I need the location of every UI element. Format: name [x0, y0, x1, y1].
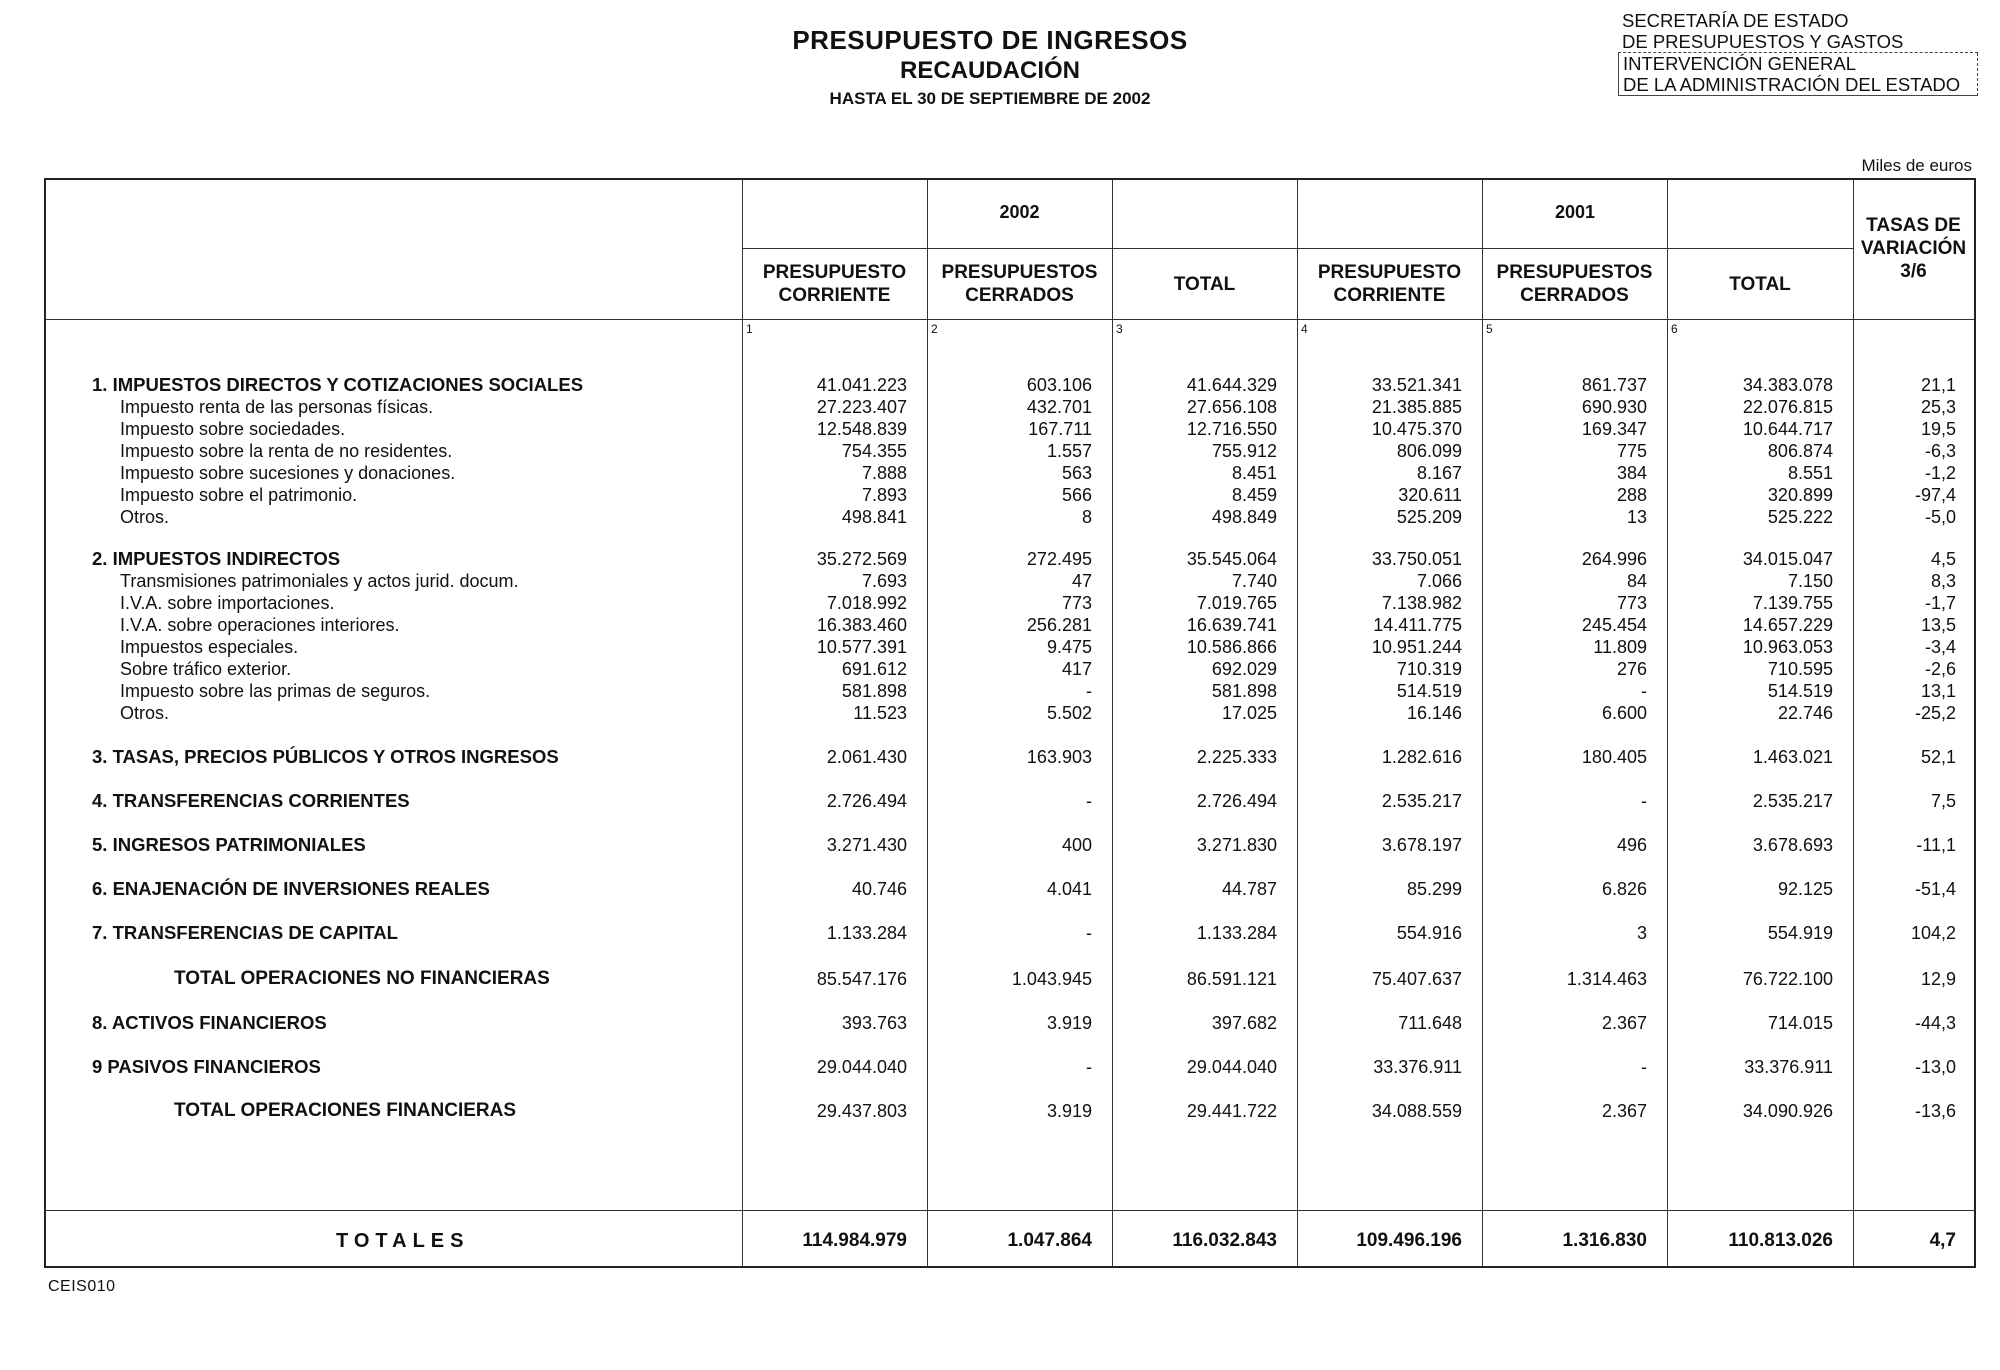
table-row	[46, 484, 1974, 506]
tasas-header-line: 3/6	[1900, 260, 1927, 282]
column-header	[927, 252, 1112, 316]
cell-value: 2.535.217	[1752, 791, 1833, 811]
cell-value: 10.644.717	[1742, 419, 1833, 439]
cell-value: 3.919	[1046, 1013, 1092, 1033]
table-row	[46, 418, 1974, 440]
cell-value: 16.146	[1406, 703, 1462, 723]
table-row	[46, 440, 1974, 462]
cell-value: 22.746	[1777, 703, 1833, 723]
row-label: Otros.	[120, 703, 170, 723]
cell-value: 8.167	[1416, 463, 1462, 483]
cell-value: -13,0	[1914, 1057, 1956, 1077]
report-subtitle: RECAUDACIÓN	[900, 57, 1080, 84]
row-label: Transmisiones patrimoniales y actos jurid. docum.	[120, 571, 519, 591]
issuing-agency	[1618, 10, 1978, 96]
cell-value: 16.639.741	[1186, 615, 1277, 635]
row-label: 6. ENAJENACIÓN DE INVERSIONES REALES	[92, 878, 490, 899]
cell-value: 272.495	[1026, 549, 1092, 569]
cell-value: 10.951.244	[1371, 637, 1462, 657]
cell-value: 25,3	[1920, 397, 1956, 417]
cell-value: 861.737	[1581, 375, 1647, 395]
column-header-line: PRESUPUESTO	[762, 262, 907, 283]
cell-value: 35.272.569	[816, 549, 907, 569]
cell-value: -97,4	[1914, 485, 1956, 505]
cell-value: 397.682	[1211, 1013, 1277, 1033]
table-row	[46, 570, 1974, 592]
column-number: 5	[1486, 322, 1493, 336]
column-number: 4	[1301, 322, 1308, 336]
row-label: Impuesto sobre la renta de no residentes.	[120, 441, 453, 461]
cell-value: 11.523	[853, 703, 907, 723]
cell-value: 3	[1636, 923, 1647, 943]
cell-value: 6.600	[1601, 703, 1647, 723]
cell-value: 3.271.830	[1196, 835, 1277, 855]
totals-value: 116.032.843	[1172, 1230, 1277, 1251]
cell-value: -	[1641, 1057, 1647, 1077]
table-row	[46, 636, 1974, 658]
column-header-line: PRESUPUESTOS	[941, 262, 1098, 283]
table-row	[46, 746, 1974, 768]
table-row	[46, 614, 1974, 636]
cell-value: 10.963.053	[1742, 637, 1833, 657]
cell-value: 169.347	[1581, 419, 1647, 439]
column-header-line: PRESUPUESTO	[1317, 262, 1462, 283]
row-label: Impuesto sobre sucesiones y donaciones.	[120, 463, 456, 483]
totals-value: 1.316.830	[1562, 1230, 1647, 1251]
totals-value: 1.047.864	[1007, 1230, 1092, 1251]
row-label: Otros.	[120, 507, 170, 527]
cell-value: 10.586.866	[1186, 637, 1277, 657]
totals-value: 4,7	[1929, 1230, 1956, 1251]
cell-value: 17.025	[1221, 703, 1277, 723]
cell-value: 163.903	[1026, 747, 1092, 767]
column-header-line: CORRIENTE	[778, 285, 891, 306]
cell-value: 7.139.755	[1752, 593, 1833, 613]
row-label: Impuesto sobre sociedades.	[120, 419, 346, 439]
column-number: 3	[1116, 322, 1123, 336]
cell-value: 21.385.885	[1371, 397, 1462, 417]
cell-value: 34.383.078	[1742, 375, 1833, 395]
totals-value: 109.496.196	[1356, 1230, 1462, 1251]
cell-value: 7.893	[861, 485, 907, 505]
cell-value: 563	[1061, 463, 1092, 483]
cell-value: 554.919	[1767, 923, 1833, 943]
cell-value: 755.912	[1211, 441, 1277, 461]
cell-value: 27.223.407	[816, 397, 907, 417]
row-divider	[46, 319, 1974, 320]
tasas-header-line: VARIACIÓN	[1860, 237, 1967, 259]
cell-value: 773	[1616, 593, 1647, 613]
column-header	[1482, 252, 1667, 316]
column-header-line: CERRADOS	[1520, 285, 1629, 306]
cell-value: 33.521.341	[1371, 375, 1462, 395]
agency-box-line-2: DE LA ADMINISTRACIÓN DEL ESTADO	[1623, 74, 1961, 95]
cell-value: 1.282.616	[1381, 747, 1462, 767]
cell-value: 47	[1071, 571, 1092, 591]
cell-value: 581.898	[841, 681, 907, 701]
report-date: HASTA EL 30 DE SEPTIEMBRE DE 2002	[829, 89, 1151, 108]
cell-value: 775	[1616, 441, 1647, 461]
row-label: I.V.A. sobre operaciones interiores.	[120, 615, 400, 635]
cell-value: 514.519	[1396, 681, 1462, 701]
cell-value: 12.548.839	[816, 419, 907, 439]
cell-value: 34.090.926	[1742, 1101, 1833, 1121]
column-header	[1297, 252, 1482, 316]
cell-value: 12,9	[1920, 969, 1956, 989]
cell-value: 264.996	[1581, 549, 1647, 569]
column-header	[742, 252, 927, 316]
cell-value: 692.029	[1211, 659, 1277, 679]
table-row	[46, 462, 1974, 484]
cell-value: 76.722.100	[1742, 969, 1833, 989]
cell-value: 2.367	[1601, 1101, 1647, 1121]
row-label: Impuestos especiales.	[120, 637, 299, 657]
report-title: PRESUPUESTO DE INGRESOS	[792, 25, 1188, 55]
cell-value: 384	[1616, 463, 1647, 483]
cell-value: 41.041.223	[816, 375, 907, 395]
tasas-header	[1853, 214, 1974, 282]
column-header	[1667, 252, 1853, 316]
cell-value: 496	[1616, 835, 1647, 855]
cell-value: 33.750.051	[1371, 549, 1462, 569]
cell-value: 288	[1616, 485, 1647, 505]
cell-value: 8.451	[1231, 463, 1277, 483]
cell-value: 33.376.911	[1373, 1057, 1462, 1077]
table-row	[46, 1012, 1974, 1034]
cell-value: 1.557	[1046, 441, 1092, 461]
row-label: Impuesto sobre las primas de seguros.	[120, 681, 431, 701]
cell-value: 7.019.765	[1196, 593, 1277, 613]
cell-value: 806.874	[1767, 441, 1833, 461]
cell-value: 710.319	[1396, 659, 1462, 679]
column-header-line: TOTAL	[1729, 273, 1791, 295]
cell-value: 4,5	[1930, 549, 1956, 569]
cell-value: 92.125	[1777, 879, 1833, 899]
cell-value: 167.711	[1028, 419, 1092, 439]
cell-value: 1.133.284	[1196, 923, 1277, 943]
cell-value: 714.015	[1767, 1013, 1833, 1033]
table-row	[46, 680, 1974, 702]
row-label: 3. TASAS, PRECIOS PÚBLICOS Y OTROS INGRESOS	[92, 746, 559, 767]
cell-value: 12.716.550	[1186, 419, 1277, 439]
cell-value: 29.044.040	[816, 1057, 907, 1077]
cell-value: 13	[1626, 507, 1647, 527]
row-label: Sobre tráfico exterior.	[120, 659, 292, 679]
cell-value: 400	[1061, 835, 1092, 855]
cell-value: 711.648	[1398, 1013, 1462, 1033]
cell-value: 432.701	[1026, 397, 1092, 417]
cell-value: 7.150	[1787, 571, 1833, 591]
table-row	[46, 790, 1974, 812]
units-label: Miles de euros	[1861, 156, 1972, 175]
cell-value: 603.106	[1026, 375, 1092, 395]
totals-row	[46, 1230, 1974, 1252]
cell-value: -	[1086, 681, 1092, 701]
column-number: 2	[931, 322, 938, 336]
cell-value: 7.018.992	[826, 593, 907, 613]
cell-value: 6.826	[1601, 879, 1647, 899]
row-divider	[46, 1210, 1974, 1211]
cell-value: 1.463.021	[1752, 747, 1833, 767]
tasas-header-line: TASAS DE	[1866, 214, 1961, 236]
cell-value: 1.043.945	[1011, 969, 1092, 989]
cell-value: 84	[1626, 571, 1647, 591]
cell-value: 34.015.047	[1742, 549, 1833, 569]
cell-value: -11,1	[1916, 835, 1956, 855]
table-row	[46, 834, 1974, 856]
table-row	[46, 396, 1974, 418]
cell-value: 581.898	[1211, 681, 1277, 701]
row-label: 8. ACTIVOS FINANCIEROS	[92, 1012, 327, 1033]
cell-value: 21,1	[1920, 375, 1956, 395]
cell-value: 710.595	[1767, 659, 1833, 679]
row-label: Impuesto sobre el patrimonio.	[120, 485, 358, 505]
cell-value: 3.271.430	[826, 835, 907, 855]
row-label: TOTAL OPERACIONES NO FINANCIERAS	[174, 968, 550, 989]
cell-value: -3,4	[1924, 637, 1956, 657]
cell-value: 498.841	[841, 507, 907, 527]
totals-value: 114.984.979	[802, 1230, 907, 1251]
row-label: 1. IMPUESTOS DIRECTOS Y COTIZACIONES SOCIALES	[92, 374, 584, 395]
cell-value: -6,3	[1924, 441, 1956, 461]
cell-value: 1.133.284	[826, 923, 907, 943]
table-row	[46, 506, 1974, 528]
cell-value: 525.222	[1767, 507, 1833, 527]
cell-value: 41.644.329	[1186, 375, 1277, 395]
cell-value: 13,5	[1920, 615, 1956, 635]
report-title-block	[700, 24, 1280, 112]
cell-value: 11.809	[1593, 637, 1647, 657]
cell-value: 19,5	[1920, 419, 1956, 439]
cell-value: 33.376.911	[1744, 1057, 1833, 1077]
cell-value: 7.888	[861, 463, 907, 483]
cell-value: 806.099	[1396, 441, 1462, 461]
column-number: 1	[746, 322, 753, 336]
cell-value: 29.044.040	[1186, 1057, 1277, 1077]
footer-code: CEIS010	[48, 1278, 116, 1295]
column-header	[1112, 252, 1297, 316]
cell-value: 16.383.460	[816, 615, 907, 635]
cell-value: 3.678.693	[1752, 835, 1833, 855]
cell-value: 691.612	[841, 659, 907, 679]
cell-value: 566	[1061, 485, 1092, 505]
row-label: 9 PASIVOS FINANCIEROS	[92, 1056, 321, 1077]
revenue-table	[44, 178, 1976, 1268]
column-header-line: CERRADOS	[965, 285, 1074, 306]
row-label: I.V.A. sobre importaciones.	[120, 593, 335, 613]
cell-value: -5,0	[1924, 507, 1956, 527]
cell-value: 2.726.494	[826, 791, 907, 811]
table-row	[46, 548, 1974, 570]
cell-value: 5.502	[1046, 703, 1092, 723]
cell-value: -2,6	[1924, 659, 1956, 679]
cell-value: -13,6	[1914, 1101, 1956, 1121]
cell-value: -1,7	[1924, 593, 1956, 613]
cell-value: 3.678.197	[1381, 835, 1462, 855]
cell-value: -	[1641, 791, 1647, 811]
row-label: 2. IMPUESTOS INDIRECTOS	[92, 548, 341, 569]
cell-value: 498.849	[1211, 507, 1277, 527]
cell-value: 10.475.370	[1371, 419, 1462, 439]
cell-value: 256.281	[1026, 615, 1092, 635]
cell-value: 2.535.217	[1381, 791, 1462, 811]
cell-value: 52,1	[1920, 747, 1956, 767]
table-row	[46, 968, 1974, 990]
cell-value: 2.726.494	[1196, 791, 1277, 811]
cell-value: 35.545.064	[1186, 549, 1277, 569]
table-row	[46, 1100, 1974, 1122]
column-header-line: TOTAL	[1173, 273, 1236, 295]
cell-value: 29.437.803	[816, 1101, 907, 1121]
cell-value: 2.367	[1601, 1013, 1647, 1033]
cell-value: 320.611	[1398, 485, 1462, 505]
totals-value: 110.813.026	[1728, 1230, 1833, 1251]
cell-value: -44,3	[1914, 1013, 1956, 1033]
cell-value: 7.740	[1231, 571, 1277, 591]
cell-value: 85.547.176	[816, 969, 907, 989]
column-header-line: CORRIENTE	[1333, 285, 1446, 306]
cell-value: 14.411.775	[1373, 615, 1462, 635]
table-row	[46, 878, 1974, 900]
cell-value: 3.919	[1046, 1101, 1092, 1121]
cell-value: -	[1086, 791, 1092, 811]
cell-value: 180.405	[1581, 747, 1647, 767]
column-header-line: PRESUPUESTOS	[1496, 262, 1653, 283]
agency-line-2: DE PRESUPUESTOS Y GASTOS	[1618, 31, 1978, 53]
cell-value: 393.763	[841, 1013, 907, 1033]
agency-line-1: SECRETARÍA DE ESTADO	[1622, 10, 1849, 31]
cell-value: 7,5	[1930, 791, 1956, 811]
cell-value: 75.407.637	[1371, 969, 1462, 989]
cell-value: 8	[1081, 507, 1092, 527]
cell-value: -	[1086, 1057, 1092, 1077]
table-row	[46, 1056, 1974, 1078]
table-row	[46, 702, 1974, 724]
cell-value: -51,4	[1914, 879, 1956, 899]
cell-value: 554.916	[1396, 923, 1462, 943]
agency-box-line-1: INTERVENCIÓN GENERAL	[1623, 53, 1857, 74]
row-divider	[742, 248, 1853, 249]
column-number: 6	[1671, 322, 1678, 336]
cell-value: 4.041	[1046, 879, 1092, 899]
cell-value: 34.088.559	[1371, 1101, 1462, 1121]
cell-value: -	[1086, 923, 1092, 943]
cell-value: 2.061.430	[826, 747, 907, 767]
cell-value: 86.591.121	[1186, 969, 1277, 989]
table-row	[46, 922, 1974, 944]
cell-value: 104,2	[1910, 923, 1956, 943]
cell-value: 514.519	[1767, 681, 1833, 701]
cell-value: -1,2	[1924, 463, 1956, 483]
cell-value: 7.138.982	[1381, 593, 1462, 613]
cell-value: 320.899	[1767, 485, 1833, 505]
row-label: 7. TRANSFERENCIAS DE CAPITAL	[92, 922, 398, 943]
cell-value: 22.076.815	[1742, 397, 1833, 417]
cell-value: 13,1	[1920, 681, 1956, 701]
row-label: 5. INGRESOS PATRIMONIALES	[92, 834, 366, 855]
cell-value: 276	[1616, 659, 1647, 679]
cell-value: 754.355	[841, 441, 907, 461]
cell-value: 8,3	[1930, 571, 1956, 591]
cell-value: 7.693	[861, 571, 907, 591]
cell-value: 417	[1061, 659, 1092, 679]
cell-value: 29.441.722	[1186, 1101, 1277, 1121]
row-label: Impuesto renta de las personas físicas.	[120, 397, 434, 417]
cell-value: 773	[1061, 593, 1092, 613]
cell-value: 40.746	[851, 879, 907, 899]
table-row	[46, 374, 1974, 396]
row-label: TOTAL OPERACIONES FINANCIERAS	[174, 1100, 517, 1121]
totals-label: TOTALES	[336, 1230, 470, 1252]
cell-value: 85.299	[1406, 879, 1462, 899]
cell-value: -25,2	[1914, 703, 1956, 723]
table-row	[46, 592, 1974, 614]
table-row	[46, 658, 1974, 680]
cell-value: 27.656.108	[1186, 397, 1277, 417]
cell-value: 525.209	[1396, 507, 1462, 527]
cell-value: 8.459	[1231, 485, 1277, 505]
cell-value: 690.930	[1581, 397, 1647, 417]
row-label: 4. TRANSFERENCIAS CORRIENTES	[92, 790, 410, 811]
group-header-2002: 2002	[999, 202, 1040, 222]
cell-value: 44.787	[1221, 879, 1277, 899]
cell-value: 2.225.333	[1196, 747, 1277, 767]
cell-value: 8.551	[1787, 463, 1833, 483]
cell-value: 14.657.229	[1742, 615, 1833, 635]
cell-value: -	[1641, 681, 1647, 701]
cell-value: 9.475	[1046, 637, 1092, 657]
cell-value: 1.314.463	[1566, 969, 1647, 989]
agency-box	[1618, 53, 1978, 96]
cell-value: 245.454	[1581, 615, 1647, 635]
group-header-2001: 2001	[1554, 202, 1596, 222]
cell-value: 7.066	[1416, 571, 1462, 591]
cell-value: 10.577.391	[816, 637, 907, 657]
